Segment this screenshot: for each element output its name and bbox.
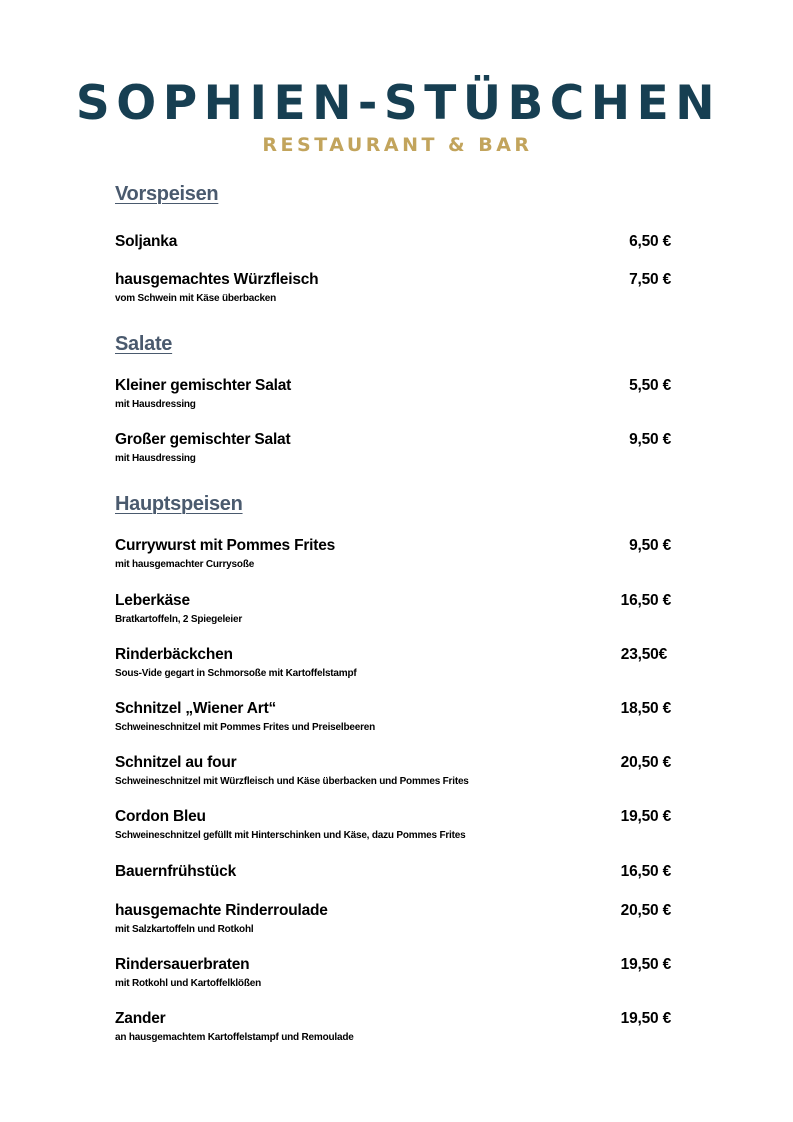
menu-item-name: hausgemachte Rinderroulade xyxy=(115,902,328,919)
menu-item xyxy=(115,901,671,941)
menu-item-description: Schweineschnitzel mit Pommes Frites und Preiselbeeren xyxy=(115,722,376,733)
menu-item-name: Currywurst mit Pommes Frites xyxy=(115,537,336,554)
menu-item-name: hausgemachtes Würzfleisch xyxy=(115,271,319,288)
menu-item-name: Rindersauerbraten xyxy=(115,956,250,973)
menu-item-description: Schweineschnitzel gefüllt mit Hinterschinken und Käse, dazu Pommes Frites xyxy=(115,830,466,841)
menu-item-price: 19,50 € xyxy=(620,956,671,973)
menu-item-name: Großer gemischter Salat xyxy=(115,431,291,448)
menu-item xyxy=(115,645,671,685)
menu-item xyxy=(115,753,671,793)
menu-item-price: 16,50 € xyxy=(620,863,671,880)
menu-item xyxy=(115,699,671,739)
menu-item-description: mit hausgemachter Currysoße xyxy=(115,559,255,570)
menu-item-price: 6,50 € xyxy=(629,233,671,250)
menu-item-price: 19,50 € xyxy=(620,808,671,825)
menu-item-price: 19,50 € xyxy=(620,1010,671,1027)
menu-item-price: 7,50 € xyxy=(629,271,671,288)
menu-item-price: 16,50 € xyxy=(620,592,671,609)
menu-item-price: 9,50 € xyxy=(629,537,671,554)
menu-item-name: Bauernfrühstück xyxy=(115,863,237,880)
menu-item-description: Bratkartoffeln, 2 Spiegeleier xyxy=(115,614,243,625)
section-title-hauptspeisen: Hauptspeisen xyxy=(115,493,243,515)
menu-item xyxy=(115,862,671,902)
menu-item xyxy=(115,270,671,310)
menu-item xyxy=(115,1009,671,1049)
menu-item-price: 20,50 € xyxy=(620,902,671,919)
menu-item-description: Sous-Vide gegart in Schmorsoße mit Kartoffelstampf xyxy=(115,668,357,679)
menu-item-name: Soljanka xyxy=(115,233,178,250)
menu-item-price: 23,50€ xyxy=(620,646,667,663)
menu-item-description: mit Hausdressing xyxy=(115,453,196,464)
menu-item xyxy=(115,807,671,847)
menu-item-price: 9,50 € xyxy=(629,431,671,448)
menu-item-description: vom Schwein mit Käse überbacken xyxy=(115,293,277,304)
menu-item xyxy=(115,232,671,272)
menu-item-name: Zander xyxy=(115,1010,166,1027)
menu-item-name: Kleiner gemischter Salat xyxy=(115,377,292,394)
section-title-vorspeisen: Vorspeisen xyxy=(115,183,219,205)
menu-item xyxy=(115,955,671,995)
menu-item-name: Schnitzel „Wiener Art“ xyxy=(115,700,277,717)
menu-item-price: 18,50 € xyxy=(620,700,671,717)
menu-item-price: 20,50 € xyxy=(620,754,671,771)
menu-item xyxy=(115,376,671,416)
menu-item-name: Schnitzel au four xyxy=(115,754,237,771)
menu-item-name: Cordon Bleu xyxy=(115,808,206,825)
menu-item-description: mit Rotkohl und Kartoffelklößen xyxy=(115,978,262,989)
menu-item-description: Schweineschnitzel mit Würzfleisch und Käse überbacken und Pommes Frites xyxy=(115,776,469,787)
section-title-salate: Salate xyxy=(115,333,173,355)
restaurant-subtitle: RESTAURANT & BAR xyxy=(262,134,533,156)
menu-item xyxy=(115,430,671,470)
menu-item-price: 5,50 € xyxy=(629,377,671,394)
menu-item-description: mit Salzkartoffeln und Rotkohl xyxy=(115,924,254,935)
menu-item-description: mit Hausdressing xyxy=(115,399,196,410)
menu-item xyxy=(115,536,671,576)
restaurant-name: SOPHIEN-STÜBCHEN xyxy=(75,76,722,131)
menu-item-description: an hausgemachtem Kartoffelstampf und Remoulade xyxy=(115,1032,354,1043)
menu-item-name: Rinderbäckchen xyxy=(115,646,233,663)
menu-item-name: Leberkäse xyxy=(115,592,190,609)
menu-item xyxy=(115,591,671,631)
